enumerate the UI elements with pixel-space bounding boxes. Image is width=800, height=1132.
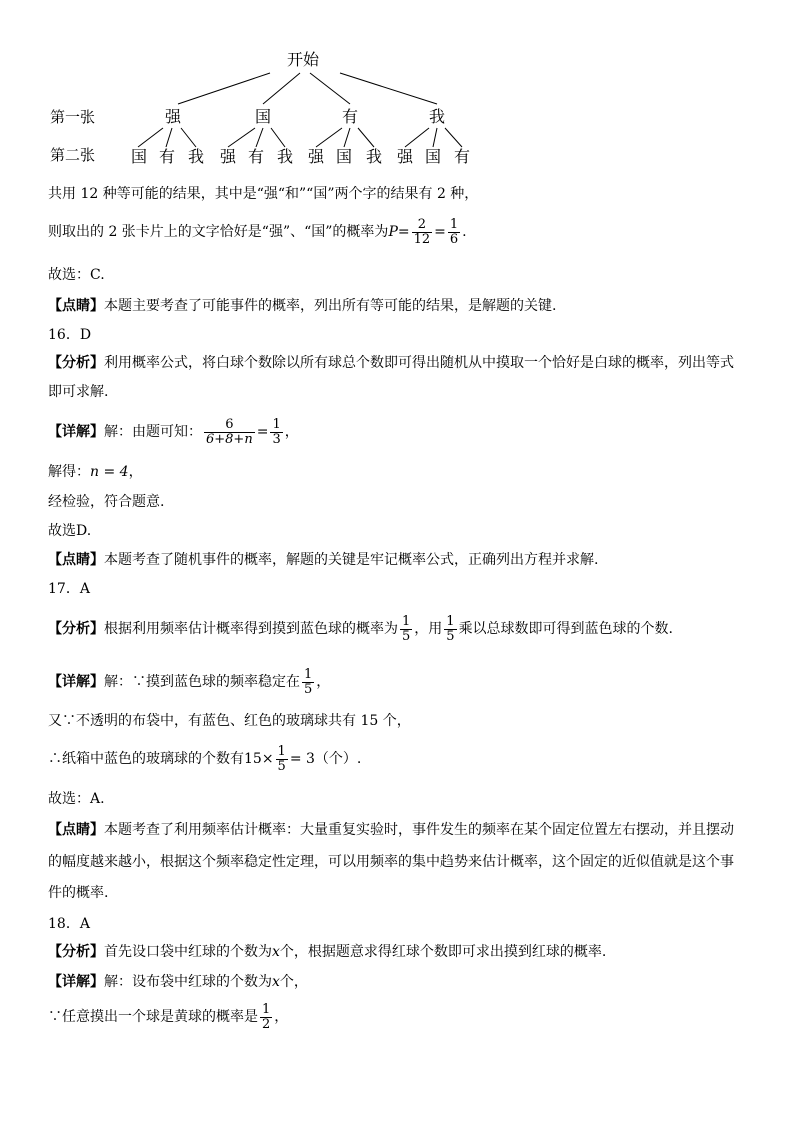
tree-branch-root-4 <box>340 73 437 104</box>
text-line: 件的概率. <box>48 885 109 901</box>
text-line <box>48 745 361 773</box>
tree-l2-node: 我 <box>188 147 205 166</box>
text-line <box>48 823 734 837</box>
fraction-den: 5 <box>446 628 455 644</box>
text-span: 解得： <box>48 464 90 480</box>
tag-fenxi: 【分析】 <box>48 944 104 960</box>
text-line: 故选D. <box>48 523 92 539</box>
tree-l1-node: 国 <box>255 107 272 126</box>
text-line <box>48 945 606 959</box>
fraction <box>270 418 282 446</box>
question-number: 17．A <box>48 581 90 597</box>
fraction <box>444 615 456 643</box>
fraction-den: 3 <box>272 431 281 447</box>
tree-l2-node: 强 <box>308 147 325 166</box>
text-span: 个， <box>279 974 308 990</box>
text-line: 共用 12 种等可能的结果，其中是“强“和”“国”两个字的结果有 2 种， <box>48 186 479 202</box>
math-eq: = <box>434 224 446 241</box>
fraction-den: 5 <box>304 681 313 697</box>
text-span: 根据利用频率估计概率得到摸到蓝色球的概率为 <box>104 621 398 638</box>
text-span: 乘以总球数即可得到蓝色球的个数. <box>458 621 674 638</box>
fraction-num: 1 <box>449 217 459 232</box>
text-span: ， <box>316 674 331 691</box>
fraction-den: 12 <box>413 231 431 247</box>
fraction-num: 1 <box>446 614 455 629</box>
text-span: ∵任意摸出一个球是黄球的概率是 <box>48 1009 258 1026</box>
tree-branch-1b <box>166 128 172 147</box>
tag-fenxi: 【分析】 <box>48 621 104 638</box>
tree-l2-node: 有 <box>248 147 265 166</box>
text-line <box>48 299 556 313</box>
text-line <box>48 418 299 446</box>
tree-l2-node: 我 <box>277 147 294 166</box>
text-span: ， <box>128 464 143 480</box>
math-var-p: P <box>388 224 398 241</box>
tag-dianjing: 【点睛】 <box>48 552 104 568</box>
fraction-num: 2 <box>412 218 433 233</box>
fraction-num: 6 <box>204 418 255 433</box>
fraction-den: 6+8+n <box>206 431 253 447</box>
fraction-den: 6 <box>449 231 459 247</box>
tree-l2-node: 我 <box>366 147 383 166</box>
tree-l2-node: 强 <box>220 147 237 166</box>
tree-branch-root-3 <box>310 73 350 104</box>
text-span: 本题主要考查了可能事件的概率，列出所有等可能的结果，是解题的关键. <box>104 298 557 314</box>
text-line <box>48 465 143 479</box>
tree-l2-node: 国 <box>425 147 442 166</box>
text-span: 利用概率公式，将白球个数除以所有球总个数即可得出随机从中摸取一个恰好是白球的概率，列出等式 <box>104 355 734 371</box>
text-span: 解：由题可知： <box>104 424 202 441</box>
text-span: （个）. <box>314 751 362 768</box>
tree-root: 开始 <box>287 50 320 69</box>
tree-branch-4a <box>405 128 429 147</box>
text-line <box>48 356 734 370</box>
fraction-den: 2 <box>262 1016 271 1032</box>
tree-l2-node: 强 <box>397 147 414 166</box>
text-line <box>48 1003 288 1031</box>
tag-dianjing: 【点睛】 <box>48 298 104 314</box>
fraction <box>276 745 288 773</box>
fraction <box>412 218 433 246</box>
text-line: 故选：C. <box>48 267 105 283</box>
tree-branch-1a <box>138 128 163 147</box>
tag-fenxi: 【分析】 <box>48 355 104 371</box>
text-line: 故选：A. <box>48 791 105 807</box>
row1-label: 第一张 <box>50 108 96 126</box>
tree-l1-node: 有 <box>342 107 359 126</box>
fraction-num: 1 <box>272 417 281 432</box>
text-span: . <box>462 224 467 241</box>
tree-branch-4b <box>433 128 437 147</box>
text-span: 本题考查了随机事件的概率，解题的关键是牢记概率公式，正确列出方程并求解. <box>104 552 599 568</box>
tree-branch-3b <box>344 128 350 147</box>
text-span: 本题考查了利用频率估计概率：大量重复实验时，事件发生的频率在某个固定位置左右摆动，并且摆动 <box>104 822 734 838</box>
tag-xiangjie: 【详解】 <box>48 424 104 441</box>
text-span: 解：∵摸到蓝色球的频率稳定在 <box>104 674 300 691</box>
math-expr: n = 4 <box>90 464 129 480</box>
tree-branch-root-2 <box>263 73 300 104</box>
tree-l2-node: 国 <box>336 147 353 166</box>
fraction <box>400 615 412 643</box>
text-line: 的幅度越来越小，根据这个频率稳定性定理，可以用频率的集中趋势来估计概率，这个固定的近似值就是这个事 <box>48 854 734 870</box>
tree-l1-node: 强 <box>165 107 182 126</box>
tree-branch-2a <box>228 128 255 147</box>
text-line <box>48 668 330 696</box>
fraction-num: 1 <box>262 1002 271 1017</box>
text-span: 解：设布袋中红球的个数为 <box>104 974 272 990</box>
fraction-num: 1 <box>304 667 313 682</box>
fraction-den: 5 <box>277 758 286 774</box>
math-eq: = <box>256 424 269 441</box>
math-expr: 15× <box>244 751 274 768</box>
row2-label: 第二张 <box>50 146 96 164</box>
text-span: ∴纸箱中蓝色的玻璃球的个数有 <box>48 751 244 768</box>
tree-branch-1c <box>181 128 196 147</box>
text-line: 即可求解. <box>48 384 109 400</box>
question-number: 16．D <box>48 327 92 343</box>
fraction <box>302 668 314 696</box>
fraction-num: 1 <box>277 744 286 759</box>
tree-branch-root-1 <box>178 73 270 104</box>
text-span: 首先设口袋中红球的个数为 <box>104 944 272 960</box>
math-expr: = 3 <box>289 751 315 768</box>
fraction <box>260 1003 272 1031</box>
text-span: 个，根据题意求得红球个数即可求出摸到红球的概率. <box>279 944 607 960</box>
text-line-prob <box>48 218 467 246</box>
tree-branch-3a <box>316 128 342 147</box>
tag-xiangjie: 【详解】 <box>48 674 104 691</box>
tree-l1-node: 我 <box>429 107 446 126</box>
tag-dianjing: 【点睛】 <box>48 822 104 838</box>
math-var-x: x <box>272 944 280 960</box>
text-span: ， <box>284 424 299 441</box>
text-line: 经检验，符合题意. <box>48 494 165 510</box>
tree-branch-4c <box>445 128 462 147</box>
text-span: ，用 <box>414 621 443 638</box>
text-span: 则取出的 2 张卡片上的文字恰好是“强”、“国”的概率为 <box>48 224 389 241</box>
tree-l2-node: 有 <box>159 147 176 166</box>
math-var-x: x <box>272 974 280 990</box>
fraction <box>448 218 460 246</box>
text-span: ， <box>274 1009 289 1026</box>
tree-l2-node: 有 <box>454 147 471 166</box>
tree-branch-3c <box>358 128 374 147</box>
question-number: 18．A <box>48 916 90 932</box>
text-line: 又∵不透明的布袋中，有蓝色、红色的玻璃球共有 15 个， <box>48 713 411 729</box>
fraction-num: 1 <box>402 614 411 629</box>
tag-xiangjie: 【详解】 <box>48 974 104 990</box>
tree-branch-2b <box>256 128 263 147</box>
text-line <box>48 553 598 567</box>
text-line <box>48 975 308 989</box>
math-eq: = <box>397 224 410 241</box>
fraction-den: 5 <box>402 628 411 644</box>
fraction <box>204 418 255 446</box>
tree-branch-2c <box>271 128 285 147</box>
text-line <box>48 615 673 643</box>
tree-l2-node: 国 <box>131 147 148 166</box>
